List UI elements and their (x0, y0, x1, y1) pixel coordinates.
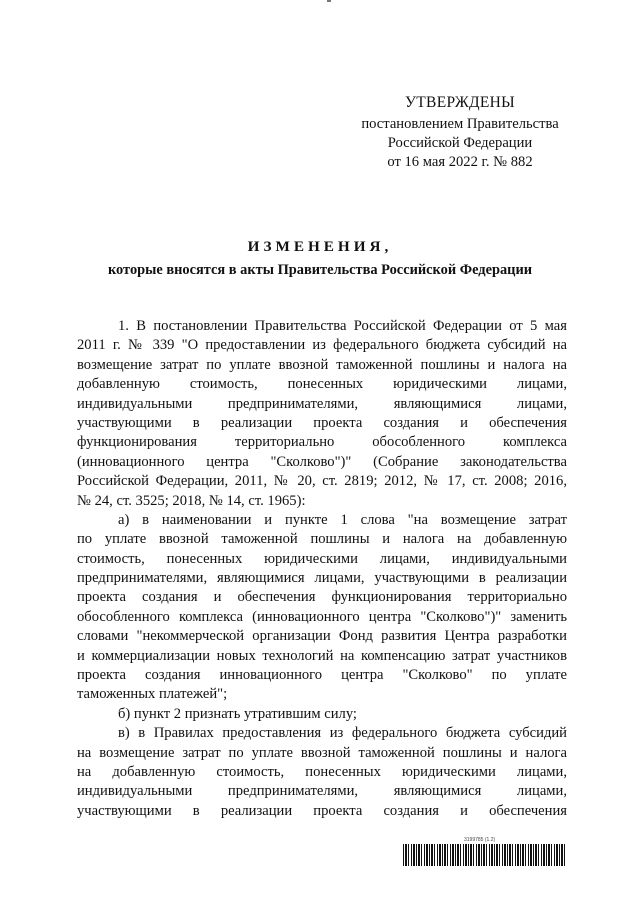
body-line: по уплате ввозной таможенной пошлины и налога на добавленную (77, 531, 567, 548)
body-line: на возмещение затрат по уплате ввозной таможенной пошлины и налога (77, 744, 567, 761)
approval-line-3: от 16 мая 2022 г. № 882 (387, 154, 533, 170)
body-line: б) пункт 2 признать утратившим силу; (118, 705, 357, 722)
body-line: предпринимателями, являющимися лицами, участвующими в реализации (77, 570, 567, 587)
body-line: 1. В постановлении Правительства Российской Федерации от 5 мая (118, 318, 567, 334)
document-title: ИЗМЕНЕНИЯ, (247, 238, 393, 255)
body-line: участвующими в реализации проекта создания и обеспечения (77, 414, 567, 431)
barcode (403, 844, 566, 866)
approval-block (300, 93, 620, 112)
body-line: № 24, ст. 3525; 2018, № 14, ст. 1965): (77, 492, 306, 509)
body-line: индивидуальными предпринимателями, являющимися лицами, (77, 395, 567, 412)
approval-line-1: постановлением Правительства (361, 116, 559, 132)
approval-line-2: Российской Федерации (387, 135, 533, 151)
body-line: участвующими в реализации проекта создания и обеспечения (77, 802, 567, 819)
body-line: словами "некоммерческой организации Фонд развития Центра разработки (77, 628, 567, 645)
body-line: возмещение затрат по уплате ввозной таможенной пошлины и налога на (77, 356, 567, 373)
body-line: на добавленную стоимость, понесенных юридическими лицами, (77, 763, 567, 780)
document-subtitle: которые вносятся в акты Правительства Российской Федерации (107, 262, 533, 278)
document-code: 3199785 (1.2) (464, 837, 496, 843)
body-line: в) в Правилах предоставления из федерального бюджета субсидий (118, 725, 567, 742)
body-line: функционирования территориально обособленного комплекса (77, 434, 567, 451)
body-line: стоимость, понесенных юридическими лицами, индивидуальными (77, 550, 567, 567)
body-line: обособленного комплекса (инновационного центра "Сколково")" заменить (77, 608, 567, 625)
body-line: и коммерциализации новых технологий на компенсацию затрат участников (77, 647, 567, 664)
body-line: индивидуальными предпринимателями, являющимися лицами, (77, 783, 567, 800)
top-margin-mark (327, 0, 331, 2)
body-line: а) в наименовании и пункте 1 слова "на возмещение затрат (118, 511, 567, 528)
body-line: проекта создания и обеспечения функционирования территориально (77, 589, 567, 606)
body-line: проекта создания инновационного центра "Сколково" по уплате (77, 667, 567, 684)
body-line: таможенных платежей"; (77, 686, 228, 703)
approval-title: УТВЕРЖДЕНЫ (405, 94, 515, 111)
body-line: 2011 г. № 339 "О предоставлении из федерального бюджета субсидий на (77, 337, 567, 354)
body-line: добавленную стоимость, понесенных юридическими лицами, (77, 376, 567, 393)
body-line: Российской Федерации, 2011, № 20, ст. 2819; 2012, № 17, ст. 2008; 2016, (77, 473, 567, 490)
body-line: (инновационного центра "Сколково")" (Собрание законодательства (77, 453, 567, 470)
document-body (77, 317, 567, 821)
